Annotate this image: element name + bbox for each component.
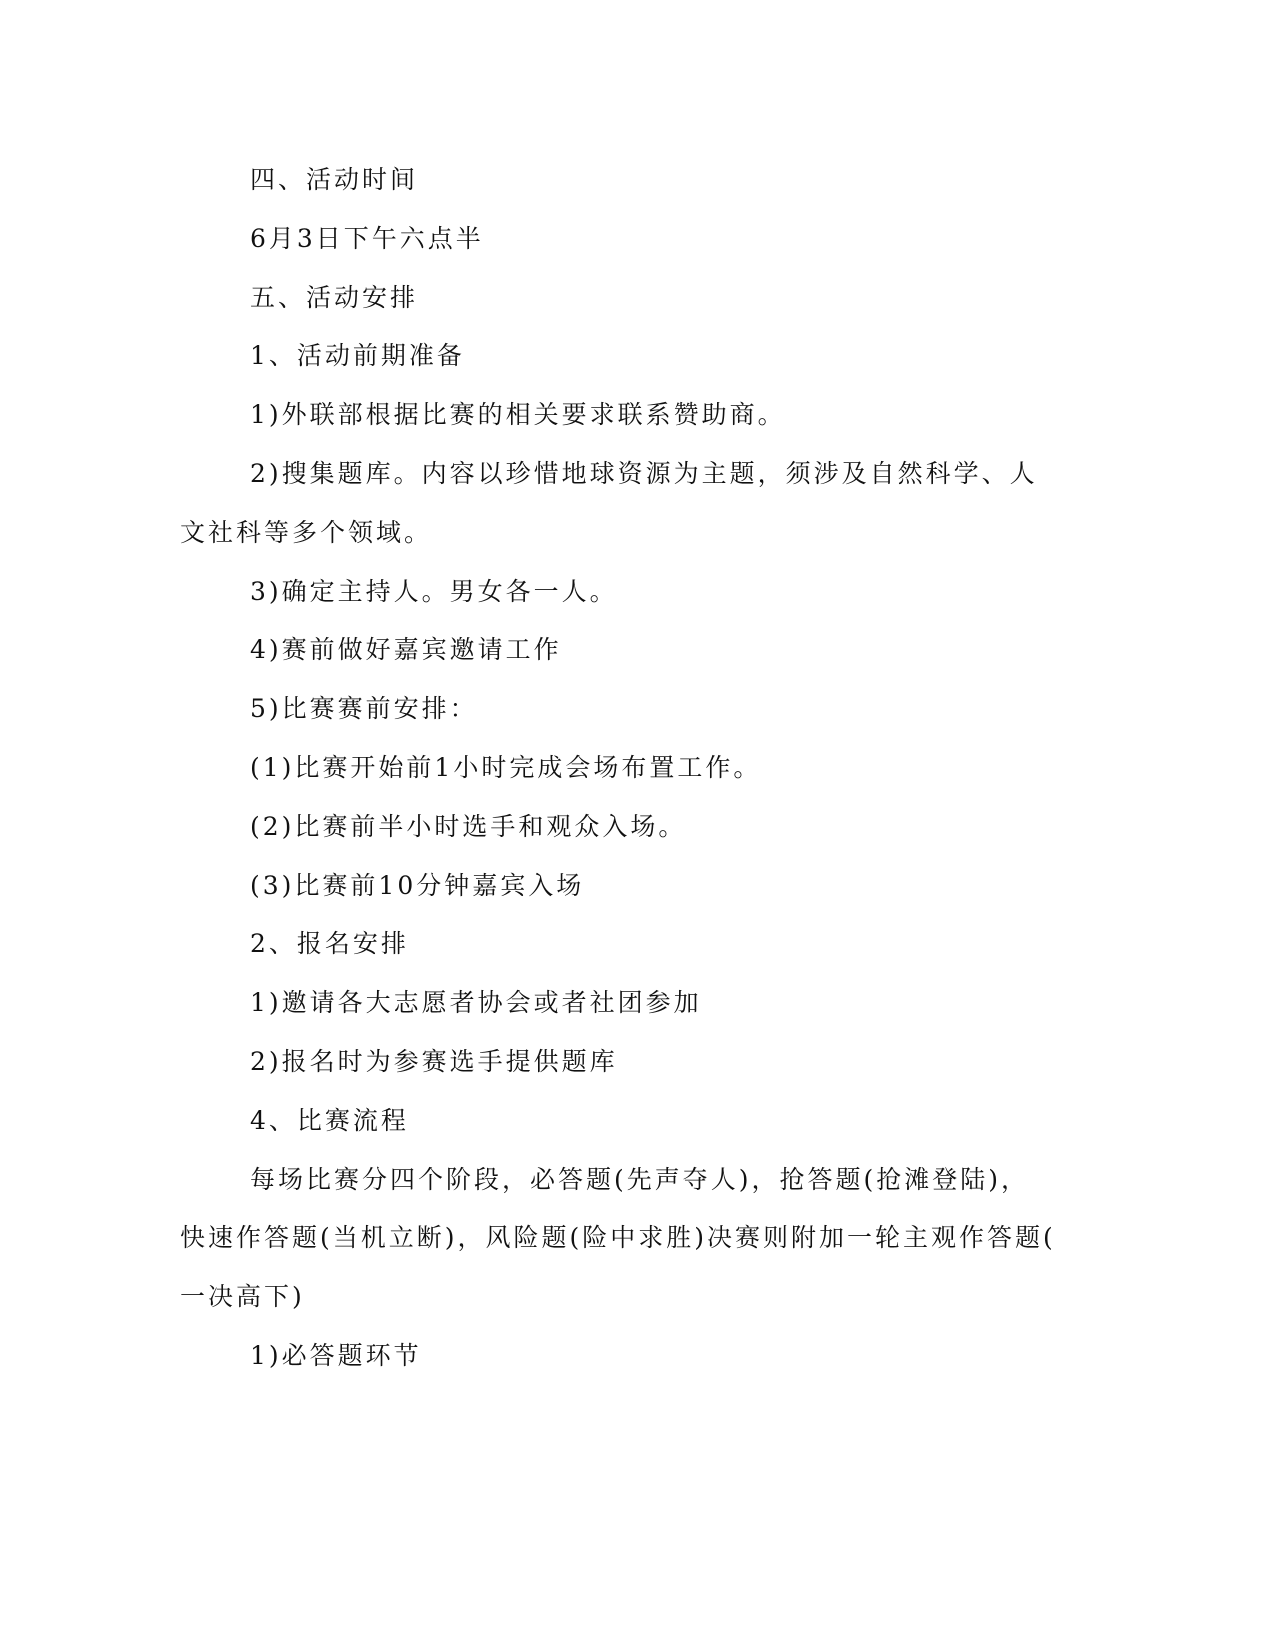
paragraph-line: 1)必答题环节 (250, 1340, 422, 1370)
list-item-sponsors (180, 386, 1080, 445)
paragraph-line: 4)赛前做好嘉宾邀请工作 (250, 635, 562, 665)
paragraph-line: (3)比赛前10分钟嘉宾入场 (250, 870, 585, 900)
paragraph-line: 快速作答题(当机立断)，风险题(险中求胜)决赛则附加一轮主观作答题( (180, 1223, 1056, 1253)
paragraph-line: 5)比赛赛前安排： (250, 694, 478, 724)
list-item-required-questions (180, 1327, 1080, 1386)
list-item-question-bank (180, 445, 1080, 563)
paragraph-line: 一决高下) (180, 1282, 305, 1312)
paragraph-line: 每场比赛分四个阶段，必答题(先声夺人)，抢答题(抢滩登陆)， (250, 1164, 1030, 1194)
paragraph-line: 2)报名时为参赛选手提供题库 (250, 1046, 618, 1076)
paragraph-line: 2)搜集题库。内容以珍惜地球资源为主题，须涉及自然科学、人 (250, 458, 1038, 488)
list-item-invite-associations (180, 974, 1080, 1033)
paragraph-line: (1)比赛开始前1小时完成会场布置工作。 (250, 752, 762, 782)
paragraph-line: 6月3日下午六点半 (250, 223, 484, 253)
sub-item-guest-entry (180, 857, 1080, 916)
list-item-hosts (180, 563, 1080, 622)
paragraph-line: 3)确定主持人。男女各一人。 (250, 576, 618, 606)
paragraph-line: 四、活动时间 (250, 165, 419, 194)
sub-item-venue-setup (180, 739, 1080, 798)
paragraph-line: (2)比赛前半小时选手和观众入场。 (250, 811, 687, 841)
subheading-registration (180, 915, 1080, 974)
document-body (180, 151, 1080, 1386)
paragraph-line: 五、活动安排 (250, 282, 419, 312)
paragraph-line: 文社科等多个领域。 (180, 517, 433, 547)
section-heading-activity-time (180, 151, 1080, 210)
subheading-preparation (180, 327, 1080, 386)
list-item-provide-question-bank (180, 1033, 1080, 1092)
paragraph-line: 1)邀请各大志愿者协会或者社团参加 (250, 988, 702, 1018)
activity-time-text (180, 210, 1080, 269)
paragraph-line: 1)外联部根据比赛的相关要求联系赞助商。 (250, 400, 786, 430)
paragraph-line: 1、活动前期准备 (250, 341, 465, 371)
competition-stages-description (180, 1151, 1080, 1327)
list-item-guest-invitation (180, 621, 1080, 680)
section-heading-activity-arrangement (180, 269, 1080, 328)
paragraph-line: 4、比赛流程 (250, 1105, 409, 1135)
paragraph-line: 2、报名安排 (250, 929, 409, 959)
list-item-pre-match-arrangement (180, 680, 1080, 739)
subheading-competition-process (180, 1092, 1080, 1151)
sub-item-audience-entry (180, 798, 1080, 857)
